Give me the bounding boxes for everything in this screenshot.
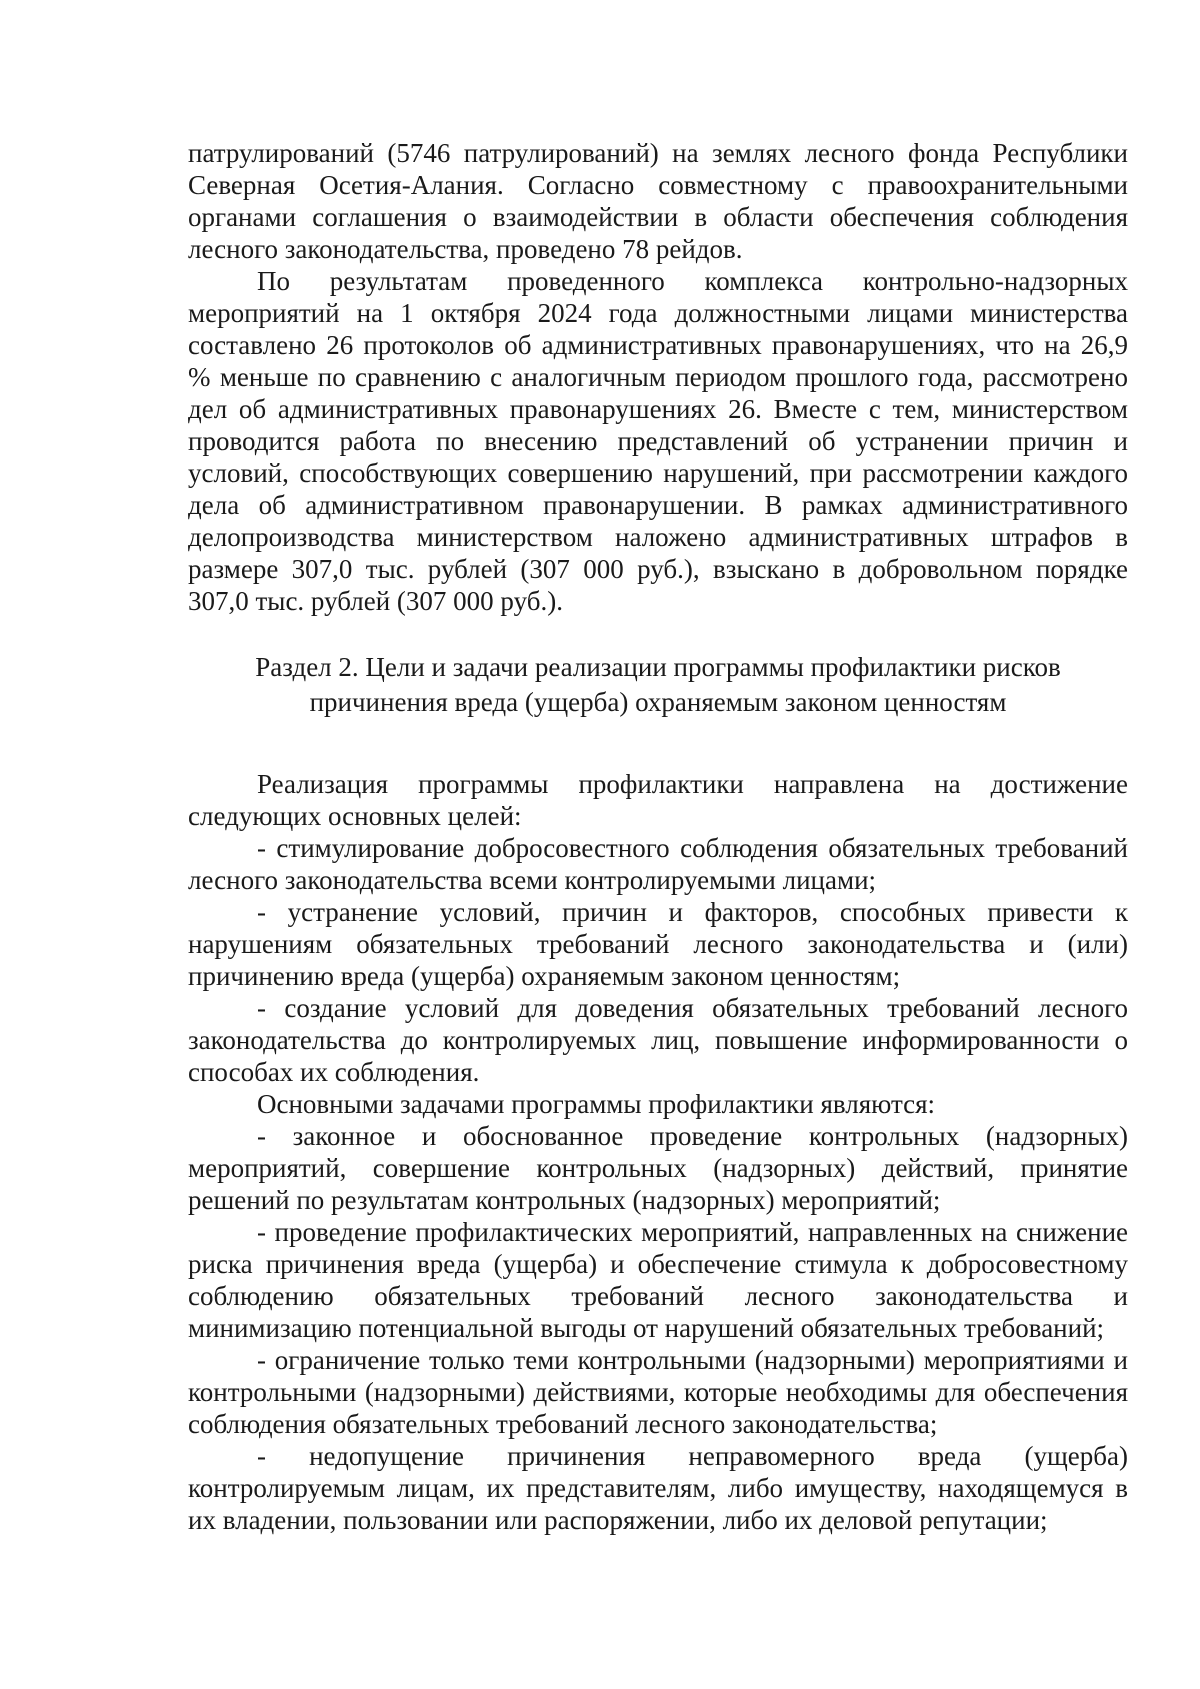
goal-item: - создание условий для доведения обязательных требований лесного законодательства до контролируемых лиц, повышение информированности о способах их соблюдения.: [188, 993, 1128, 1087]
tasks-intro: Основными задачами программы профилактики являются:: [257, 1089, 935, 1119]
intro-paragraph-results: По результатам проведенного комплекса контрольно-надзорных мероприятий на 1 октября 2024 года должностными лицами министерства составлено 26 протоколов об административных правонарушениях, что на 26,9 % меньше по сравнению с аналогичным периодом прошлого года, рассмотрено дел об административных правонарушениях 26. Вместе с тем, министерством проводится работа по внесению представлений об устранении причин и условий, способствующих совершению нарушений, при рассмотрении каждого дела об административном правонарушении. В рамках административного делопроизводства министерством наложено административных штрафов в размере 307,0 тыс. рублей (307 000 руб.), взыскано в добровольном порядке 307,0 тыс. рублей (307 000 руб.).: [188, 266, 1128, 616]
section-title-line-1: Раздел 2. Цели и задачи реализации программы профилактики рисков: [255, 652, 1061, 682]
task-item: - ограничение только теми контрольными (надзорными) мероприятиями и контрольными (надзорными) действиями, которые необходимы для обеспечения соблюдения обязательных требований лесного законодательства;: [188, 1345, 1128, 1439]
goals-intro: Реализация программы профилактики направлена на достижение следующих основных целей:: [188, 769, 1128, 831]
section-title-line-2: причинения вреда (ущерба) охраняемым законом ценностям: [309, 687, 1007, 717]
intro-paragraph-continued: патрулирований (5746 патрулирований) на землях лесного фонда Республики Северная Осетия-Алания. Согласно совместному с правоохранительными органами соглашения о взаимодействии в области обеспечения соблюдения лесного законодательства, проведено 78 рейдов.: [188, 138, 1128, 264]
task-item: - проведение профилактических мероприятий, направленных на снижение риска причинения вреда (ущерба) и обеспечение стимула к добросовестному соблюдению обязательных требований лесного законодательства и минимизацию потенциальной выгоды от нарушений обязательных требований;: [188, 1217, 1128, 1343]
goal-item: - стимулирование добросовестного соблюдения обязательных требований лесного законодательства всеми контролируемыми лицами;: [188, 833, 1128, 895]
section-title: [188, 650, 1128, 720]
task-item: - законное и обоснованное проведение контрольных (надзорных) мероприятий, совершение контрольных (надзорных) действий, принятие решений по результатам контрольных (надзорных) мероприятий;: [188, 1121, 1128, 1215]
task-item: - недопущение причинения неправомерного вреда (ущерба) контролируемым лицам, их представителям, либо имуществу, находящемуся в их владении, пользовании или распоряжении, либо их деловой репутации;: [188, 1441, 1128, 1535]
goal-item: - устранение условий, причин и факторов, способных привести к нарушениям обязательных требований лесного законодательства и (или) причинению вреда (ущерба) охраняемым законом ценностям;: [188, 897, 1128, 991]
document-body: [188, 137, 1128, 1536]
